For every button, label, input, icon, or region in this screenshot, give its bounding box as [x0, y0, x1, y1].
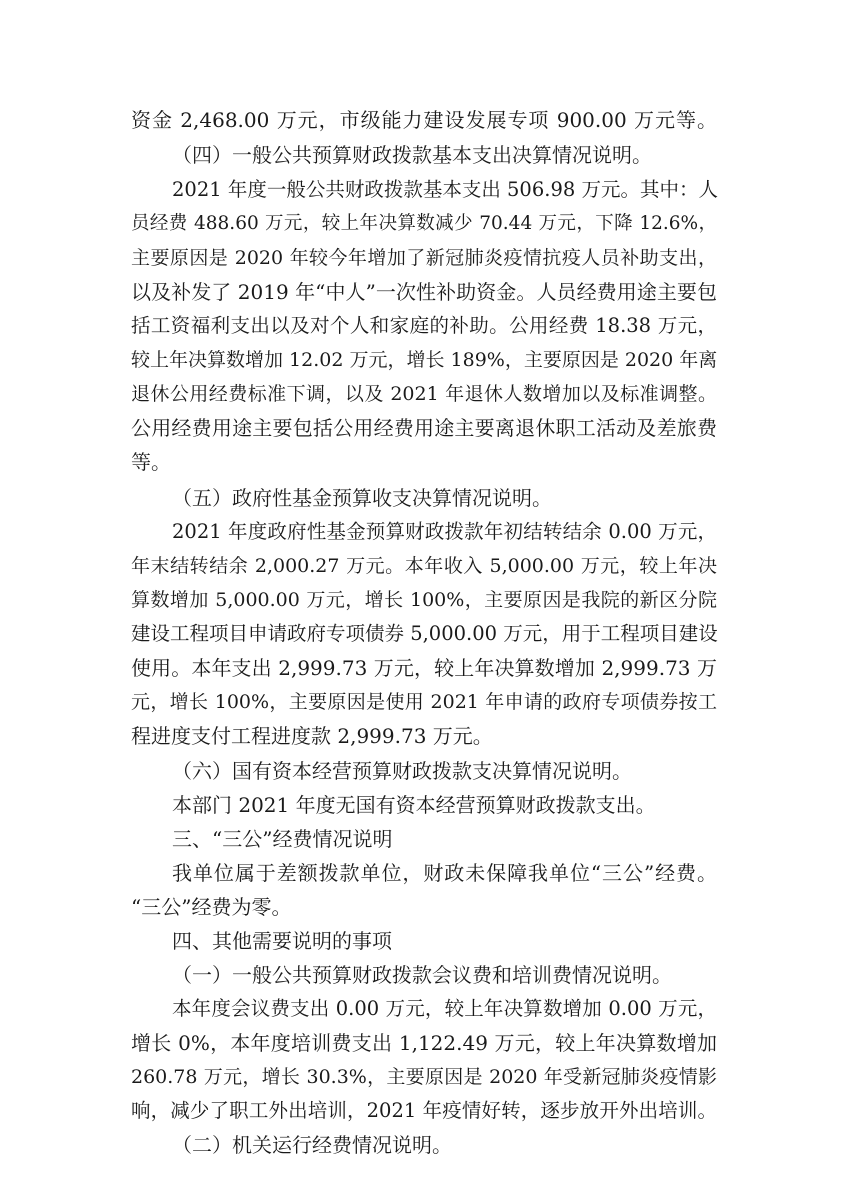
- paragraph-line: 使用。本年支出 2,999.73 万元，较上年决算数增加 2,999.73 万: [131, 656, 717, 680]
- paragraph-line: 主要原因是 2020 年较今年增加了新冠肺炎疫情抗疫人员补助支出，: [131, 247, 717, 269]
- paragraph-line: 2021 年度一般公共财政拨款基本支出 506.98 万元。其中：人: [172, 178, 718, 201]
- section-heading: （五）政府性基金预算收支决算情况说明。: [172, 486, 552, 510]
- section-heading: （二）机关运行经费情况说明。: [172, 1133, 452, 1157]
- paragraph-line: 等。: [131, 450, 171, 474]
- paragraph-line: 本部门 2021 年度无国有资本经营预算财政拨款支出。: [172, 793, 656, 817]
- paragraph-line: 元，增长 100%，主要原因是使用 2021 年申请的政府专项债券按工: [131, 691, 717, 713]
- paragraph-line: 程进度支付工程进度款 2,999.73 万元。: [131, 724, 493, 748]
- section-heading: （一）一般公共预算财政拨款会议费和培训费情况说明。: [172, 963, 672, 987]
- paragraph-line: 退休公用经费标准下调，以及 2021 年退休人数增加以及标准调整。: [131, 383, 717, 405]
- paragraph-line: 增长 0%，本年度培训费支出 1,122.49 万元，较上年决算数增加: [131, 1031, 717, 1055]
- paragraph-line: “三公”经费为零。: [131, 895, 292, 919]
- paragraph-line: 算数增加 5,000.00 万元，增长 100%，主要原因是我院的新区分院: [131, 589, 717, 611]
- section-heading: 三、“三公”经费情况说明: [172, 827, 393, 851]
- paragraph-line: 公用经费用途主要包括公用经费用途主要离退休职工活动及差旅费: [131, 416, 717, 440]
- paragraph-line: 响，减少了职工外出培训，2021 年疫情好转，逐步放开外出培训。: [131, 1099, 717, 1122]
- section-heading: （四）一般公共预算财政拨款基本支出决算情况说明。: [172, 143, 652, 167]
- paragraph-line: 较上年决算数增加 12.02 万元，增长 189%，主要原因是 2020 年离: [131, 349, 718, 371]
- paragraph-line: 我单位属于差额拨款单位，财政未保障我单位“三公”经费。: [172, 861, 717, 885]
- section-heading: 四、其他需要说明的事项: [172, 929, 392, 953]
- paragraph-line: 资金 2,468.00 万元，市级能力建设发展专项 900.00 万元等。: [131, 108, 717, 132]
- paragraph-line: 以及补发了 2019 年“中人”一次性补助资金。人员经费用途主要包: [131, 280, 717, 304]
- paragraph-line: 年末结转结余 2,000.27 万元。本年收入 5,000.00 万元，较上年决: [131, 555, 717, 577]
- paragraph-line: 员经费 488.60 万元，较上年决算数减少 70.44 万元，下降 12.6%，: [131, 213, 717, 234]
- section-heading: （六）国有资本经营预算财政拨款支决算情况说明。: [172, 759, 632, 783]
- paragraph-line: 建设工程项目申请政府专项债券 5,000.00 万元，用于工程项目建设: [131, 622, 718, 645]
- paragraph-line: 260.78 万元，增长 30.3%，主要原因是 2020 年受新冠肺炎疫情影: [131, 1066, 717, 1088]
- paragraph-line: 2021 年度政府性基金预算财政拨款年初结转结余 0.00 万元，: [172, 520, 717, 543]
- paragraph-line: 本年度会议费支出 0.00 万元，较上年决算数增加 0.00 万元，: [172, 997, 717, 1020]
- paragraph-line: 括工资福利支出以及对个人和家庭的补助。公用经费 18.38 万元，: [131, 314, 717, 337]
